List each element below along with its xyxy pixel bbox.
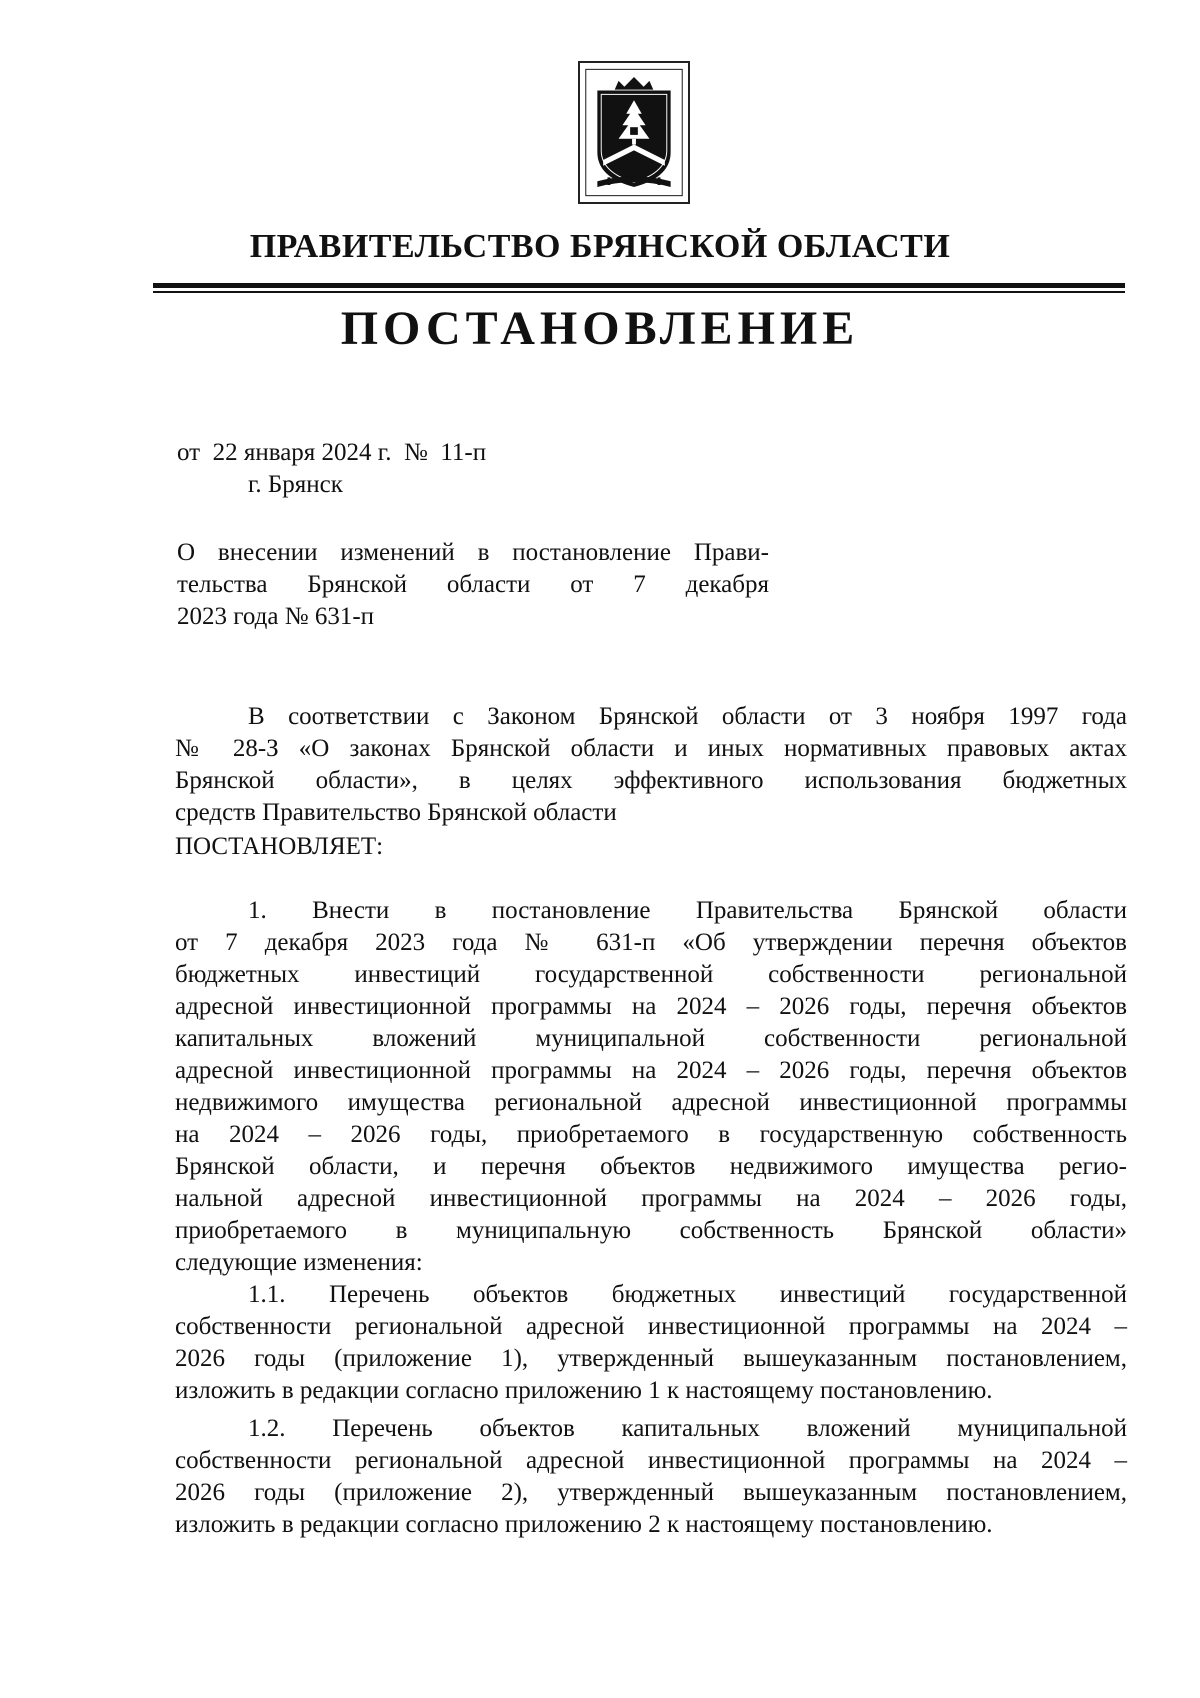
clause-1-2	[175, 1413, 1127, 1541]
clause-line: 1. Внести в постановление Правительства Брянской области	[248, 897, 1127, 924]
header-rule-thick	[153, 283, 1125, 288]
header-rule-thin	[153, 291, 1125, 293]
coat-of-arms-icon	[578, 61, 690, 204]
clause-line: 1.2. Перечень объектов капитальных вложений муниципальной	[248, 1415, 1127, 1442]
preamble-line: № 28-З «О законах Брянской области и иных нормативных правовых актах	[175, 735, 1127, 762]
clause-line: изложить в редакции согласно приложению 2 к настоящему постановлению.	[175, 1511, 993, 1538]
clause-1-1	[175, 1279, 1127, 1407]
clause-line: от 7 декабря 2023 года № 631-п «Об утверждении перечня объектов	[175, 929, 1127, 956]
clause-line: изложить в редакции согласно приложению 1 к настоящему постановлению.	[175, 1377, 993, 1404]
subject-line: 2023 года № 631-п	[177, 603, 375, 630]
clause-line: адресной инвестиционной программы на 2024 – 2026 годы, перечня объектов	[175, 993, 1127, 1020]
clause-line: бюджетных инвестиций государственной собственности региональной	[175, 961, 1127, 988]
organization-title: ПРАВИТЕЛЬСТВО БРЯНСКОЙ ОБЛАСТИ	[249, 228, 951, 265]
preamble-line: В соответствии с Законом Брянской области от 3 ноября 1997 года	[248, 703, 1127, 730]
clause-line: Брянской области, и перечня объектов недвижимого имущества регио-	[175, 1153, 1127, 1180]
clause-line: 2026 годы (приложение 2), утвержденный вышеуказанным постановлением,	[175, 1479, 1127, 1506]
clause-line: 1.1. Перечень объектов бюджетных инвестиций государственной	[248, 1281, 1127, 1308]
subject-line: О внесении изменений в постановление Прави-	[177, 539, 769, 566]
date-number-line: от 22 января 2024 г. № 11-п	[177, 439, 487, 466]
clause-line: 2026 годы (приложение 1), утвержденный вышеуказанным постановлением,	[175, 1345, 1127, 1372]
clause-1	[175, 895, 1127, 1279]
decree-word: ПОСТАНОВЛЯЕТ:	[175, 833, 384, 860]
preamble-line: Брянской области», в целях эффективного использования бюджетных	[175, 767, 1127, 794]
clause-line: следующие изменения:	[175, 1249, 423, 1276]
clause-line: адресной инвестиционной программы на 2024 – 2026 годы, перечня объектов	[175, 1057, 1127, 1084]
clause-line: собственности региональной адресной инвестиционной программы на 2024 –	[175, 1313, 1127, 1340]
preamble-line: средств Правительство Брянской области	[175, 799, 617, 826]
clause-line: нальной адресной инвестиционной программы на 2024 – 2026 годы,	[175, 1185, 1127, 1212]
clause-line: приобретаемого в муниципальную собственность Брянской области»	[175, 1217, 1127, 1244]
preamble	[175, 701, 1127, 829]
clause-line: недвижимого имущества региональной адресной инвестиционной программы	[175, 1089, 1127, 1116]
subject-line: тельства Брянской области от 7 декабря	[177, 571, 769, 598]
document-subject	[177, 537, 769, 633]
clause-line: капитальных вложений муниципальной собственности региональной	[175, 1025, 1127, 1052]
clause-line: собственности региональной адресной инвестиционной программы на 2024 –	[175, 1447, 1127, 1474]
city-line: г. Брянск	[248, 471, 343, 498]
clause-line: на 2024 – 2026 годы, приобретаемого в государственную собственность	[175, 1121, 1127, 1148]
document-type-title: ПОСТАНОВЛЕНИЕ	[340, 302, 860, 355]
